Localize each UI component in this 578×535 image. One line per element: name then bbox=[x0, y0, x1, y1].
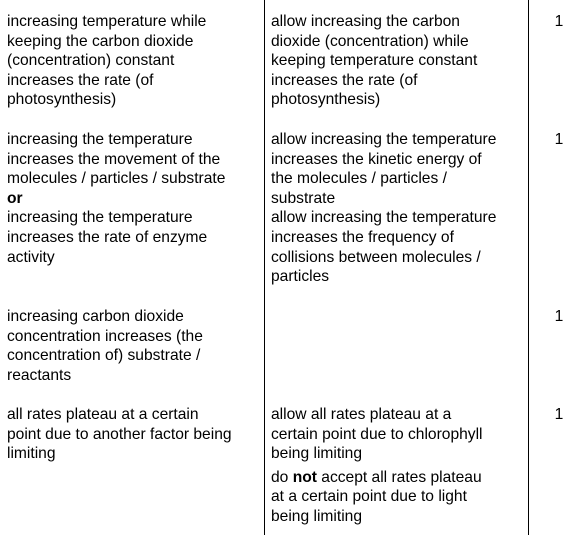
extra-info-line: allow all rates plateau at a bbox=[271, 406, 452, 423]
answer-line: all rates plateau at a certain bbox=[7, 406, 199, 423]
column-divider-extra-mark bbox=[528, 0, 529, 535]
extra-info-line: increases the rate (of bbox=[271, 71, 418, 89]
answer-line: point due to another factor being bbox=[7, 425, 232, 443]
do-not-tail: accept all rates plateau bbox=[316, 468, 482, 486]
answer-cell bbox=[7, 405, 232, 464]
not-emphasis: not bbox=[292, 468, 317, 486]
mark-cell: 1 bbox=[554, 406, 564, 423]
extra-info-cell bbox=[271, 130, 496, 287]
answer-cell bbox=[7, 130, 225, 267]
extra-info-line: the molecules / particles / bbox=[271, 170, 447, 188]
extra-info-cell bbox=[271, 405, 483, 527]
mark-cell: 1 bbox=[554, 308, 564, 325]
answer-line: photosynthesis) bbox=[7, 91, 117, 109]
extra-info-line: increases the frequency of bbox=[271, 228, 454, 246]
answer-line: increasing the temperature bbox=[7, 209, 193, 227]
extra-info-line: allow increasing the carbon bbox=[271, 13, 460, 30]
extra-info-line: allow increasing the temperature bbox=[271, 209, 497, 227]
answer-line: reactants bbox=[7, 366, 72, 384]
extra-info-line bbox=[271, 468, 483, 488]
answer-line: increases the rate of enzyme bbox=[7, 228, 208, 246]
answer-line: molecules / particles / substrate bbox=[7, 170, 226, 188]
extra-info-line: being limiting bbox=[271, 445, 363, 463]
answer-line: increasing the temperature bbox=[7, 131, 193, 148]
or-connector: or bbox=[7, 189, 23, 207]
extra-info-line: substrate bbox=[271, 189, 336, 207]
extra-info-line: increases the kinetic energy of bbox=[271, 150, 482, 168]
answer-line: increasing temperature while bbox=[7, 13, 207, 30]
answer-line: increasing carbon dioxide bbox=[7, 308, 184, 325]
answer-line: limiting bbox=[7, 445, 56, 463]
extra-info-line: allow increasing the temperature bbox=[271, 131, 497, 148]
do-not-lead: do bbox=[271, 468, 293, 486]
answer-line: activity bbox=[7, 248, 55, 266]
answer-cell bbox=[7, 307, 203, 385]
extra-info-line: particles bbox=[271, 268, 330, 286]
mark-cell: 1 bbox=[554, 13, 564, 30]
answer-line: keeping the carbon dioxide bbox=[7, 32, 194, 50]
answer-line: concentration increases (the bbox=[7, 327, 203, 345]
column-divider-answers-extra bbox=[264, 0, 265, 535]
mark-cell: 1 bbox=[554, 131, 564, 148]
answer-cell bbox=[7, 12, 206, 110]
answer-line: increases the rate (of bbox=[7, 71, 154, 89]
extra-info-line: keeping temperature constant bbox=[271, 52, 478, 70]
answer-line: (concentration) constant bbox=[7, 52, 175, 70]
extra-info-line: at a certain point due to light bbox=[271, 488, 467, 506]
extra-info-line: collisions between molecules / bbox=[271, 248, 481, 266]
extra-info-cell bbox=[271, 12, 477, 110]
extra-info-line: certain point due to chlorophyll bbox=[271, 425, 483, 443]
extra-info-line: photosynthesis) bbox=[271, 91, 381, 109]
extra-info-line: being limiting bbox=[271, 507, 363, 525]
answer-line: concentration of) substrate / bbox=[7, 347, 201, 365]
answer-line: increases the movement of the bbox=[7, 150, 221, 168]
extra-info-line: dioxide (concentration) while bbox=[271, 32, 469, 50]
